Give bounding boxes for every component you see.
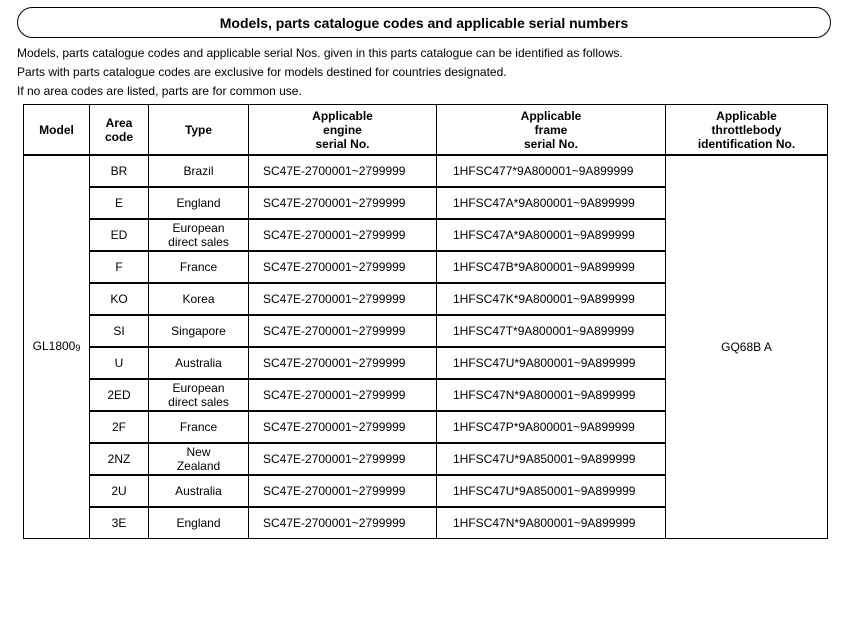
frame-serial-cell: 1HFSC47K*9A800001~9A899999 (437, 283, 666, 315)
type-cell (149, 379, 249, 411)
table-row (24, 155, 828, 187)
area-code-cell: E (90, 187, 149, 219)
engine-serial-cell: SC47E-2700001~2799999 (249, 507, 437, 539)
type-cell (149, 315, 249, 347)
engine-serial-cell: SC47E-2700001~2799999 (249, 155, 437, 187)
type-line: France (179, 260, 218, 274)
frame-serial-cell: 1HFSC47A*9A800001~9A899999 (437, 187, 666, 219)
area-code-cell: ED (90, 219, 149, 251)
page-title: Models, parts catalogue codes and applicable serial numbers (219, 14, 629, 31)
area-code-cell: SI (90, 315, 149, 347)
frame-serial-cell: 1HFSC47A*9A800001~9A899999 (437, 219, 666, 251)
frame-serial-cell: 1HFSC477*9A800001~9A899999 (437, 155, 666, 187)
engine-serial-cell: SC47E-2700001~2799999 (249, 283, 437, 315)
type-line: Australia (175, 356, 222, 370)
type-line: England (176, 196, 221, 210)
table-body (24, 155, 828, 539)
type-line: New (186, 445, 211, 459)
model-name: GL1800 (32, 339, 76, 353)
frame-serial-cell: 1HFSC47N*9A800001~9A899999 (437, 379, 666, 411)
type-cell (149, 411, 249, 443)
header-model: Model (24, 105, 90, 156)
type-line: France (179, 420, 218, 434)
header-engine-serial: Applicable engine serial No. (249, 105, 437, 156)
type-line: Korea (182, 292, 215, 306)
area-code-cell: BR (90, 155, 149, 187)
frame-serial-cell: 1HFSC47P*9A800001~9A899999 (437, 411, 666, 443)
type-line: European (172, 381, 225, 395)
type-line: direct sales (168, 395, 229, 409)
page-title-box (17, 7, 831, 38)
table-header-row (24, 105, 828, 156)
type-line: Australia (175, 484, 222, 498)
engine-serial-cell: SC47E-2700001~2799999 (249, 443, 437, 475)
engine-serial-cell: SC47E-2700001~2799999 (249, 475, 437, 507)
frame-serial-cell: 1HFSC47U*9A850001~9A899999 (437, 475, 666, 507)
type-cell (149, 155, 249, 187)
frame-serial-cell: 1HFSC47U*9A850001~9A899999 (437, 443, 666, 475)
type-line: England (176, 516, 221, 530)
area-code-cell: 2U (90, 475, 149, 507)
type-cell (149, 283, 249, 315)
type-line: European (172, 221, 225, 235)
intro-line-2: Parts with parts catalogue codes are exclusive for models destined for countries designated. (17, 65, 507, 79)
type-line: Brazil (183, 164, 214, 178)
intro-line-3: If no area codes are listed, parts are for common use. (17, 84, 302, 98)
type-line: direct sales (168, 235, 229, 249)
intro-line-1: Models, parts catalogue codes and applicable serial Nos. given in this parts catalogue can be identified as follows. (17, 46, 623, 60)
header-throttlebody-id: Applicable throttlebody identification No. (666, 105, 828, 156)
engine-serial-cell: SC47E-2700001~2799999 (249, 347, 437, 379)
header-area-code: Area code (90, 105, 149, 156)
frame-serial-cell: 1HFSC47T*9A800001~9A899999 (437, 315, 666, 347)
type-cell (149, 507, 249, 539)
serial-number-table (23, 104, 828, 539)
area-code-cell: 2NZ (90, 443, 149, 475)
engine-serial-cell: SC47E-2700001~2799999 (249, 379, 437, 411)
area-code-cell: KO (90, 283, 149, 315)
type-cell (149, 251, 249, 283)
area-code-cell: F (90, 251, 149, 283)
engine-serial-cell: SC47E-2700001~2799999 (249, 251, 437, 283)
type-line: Singapore (171, 324, 226, 338)
throttlebody-id-cell: GQ68B A (666, 155, 828, 539)
area-code-cell: 3E (90, 507, 149, 539)
header-frame-serial: Applicable frame serial No. (437, 105, 666, 156)
model-suffix: 9 (75, 343, 81, 353)
area-code-cell: 2F (90, 411, 149, 443)
frame-serial-cell: 1HFSC47N*9A800001~9A899999 (437, 507, 666, 539)
type-cell (149, 475, 249, 507)
type-line: Zealand (176, 459, 221, 473)
frame-serial-cell: 1HFSC47U*9A800001~9A899999 (437, 347, 666, 379)
type-cell (149, 219, 249, 251)
type-cell (149, 443, 249, 475)
engine-serial-cell: SC47E-2700001~2799999 (249, 219, 437, 251)
type-cell (149, 347, 249, 379)
engine-serial-cell: SC47E-2700001~2799999 (249, 187, 437, 219)
area-code-cell: U (90, 347, 149, 379)
model-cell (24, 155, 90, 539)
type-cell (149, 187, 249, 219)
engine-serial-cell: SC47E-2700001~2799999 (249, 315, 437, 347)
engine-serial-cell: SC47E-2700001~2799999 (249, 411, 437, 443)
header-type: Type (149, 105, 249, 156)
frame-serial-cell: 1HFSC47B*9A800001~9A899999 (437, 251, 666, 283)
area-code-cell: 2ED (90, 379, 149, 411)
